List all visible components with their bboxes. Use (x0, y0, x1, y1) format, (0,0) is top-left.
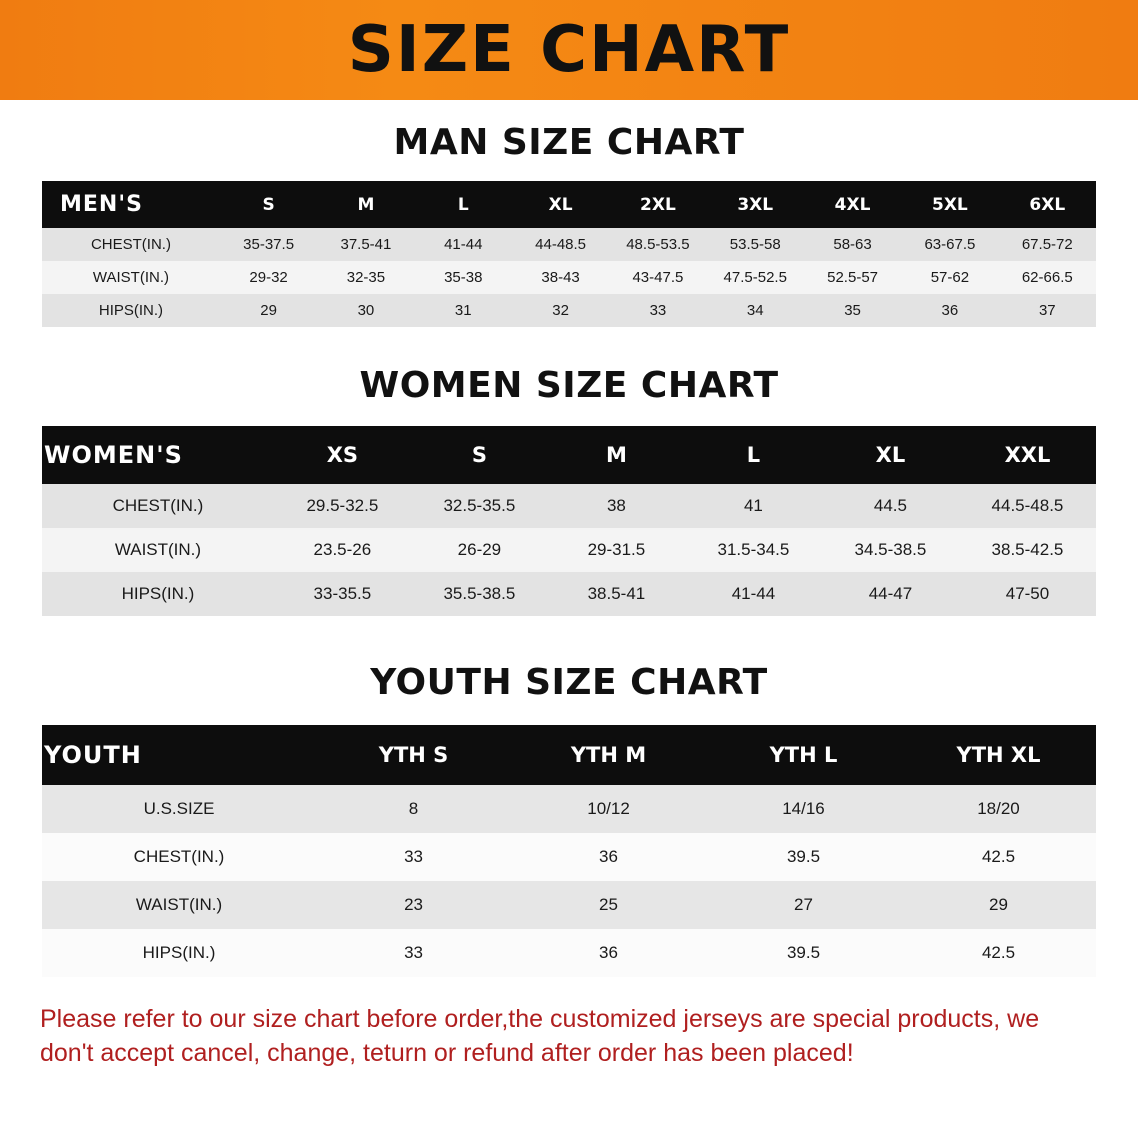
cell: 39.5 (706, 929, 901, 977)
men-row-label-hips: HIPS(IN.) (42, 294, 220, 327)
men-col-6xl: 6XL (999, 181, 1096, 228)
women-table-body (42, 484, 1096, 616)
cell: 18/20 (901, 785, 1096, 833)
table-header-row (42, 725, 1096, 785)
cell: 47.5-52.5 (707, 261, 804, 294)
cell: 10/12 (511, 785, 706, 833)
youth-table-wrap (0, 725, 1138, 977)
cell: 44-48.5 (512, 228, 609, 261)
cell: 63-67.5 (901, 228, 998, 261)
cell: 34.5-38.5 (822, 528, 959, 572)
cell: 36 (511, 833, 706, 881)
men-table-header (42, 181, 1096, 228)
cell: 42.5 (901, 833, 1096, 881)
cell: 14/16 (706, 785, 901, 833)
cell: 42.5 (901, 929, 1096, 977)
cell: 39.5 (706, 833, 901, 881)
women-row-label-hips: HIPS(IN.) (42, 572, 274, 616)
cell: 23 (316, 881, 511, 929)
youth-row-label-hips: HIPS(IN.) (42, 929, 316, 977)
banner-title: SIZE CHART (347, 13, 791, 87)
men-table-body (42, 228, 1096, 327)
women-col-s: S (411, 426, 548, 484)
youth-col-s: YTH S (316, 725, 511, 785)
table-row (42, 833, 1096, 881)
cell: 33 (316, 929, 511, 977)
cell: 44.5 (822, 484, 959, 528)
man-table-wrap (0, 181, 1138, 327)
women-col-xxl: XXL (959, 426, 1096, 484)
women-row-label-waist: WAIST(IN.) (42, 528, 274, 572)
youth-table-header (42, 725, 1096, 785)
cell: 38.5-42.5 (959, 528, 1096, 572)
cell: 38-43 (512, 261, 609, 294)
cell: 35 (804, 294, 901, 327)
table-row (42, 261, 1096, 294)
table-row (42, 881, 1096, 929)
cell: 41-44 (685, 572, 822, 616)
table-row (42, 572, 1096, 616)
banner (0, 0, 1138, 100)
cell: 35-38 (415, 261, 512, 294)
cell: 33 (316, 833, 511, 881)
women-col-xl: XL (822, 426, 959, 484)
youth-col-xl: YTH XL (901, 725, 1096, 785)
men-row-label-waist: WAIST(IN.) (42, 261, 220, 294)
cell: 57-62 (901, 261, 998, 294)
youth-row-label-ussize: U.S.SIZE (42, 785, 316, 833)
men-col-s: S (220, 181, 317, 228)
cell: 38 (548, 484, 685, 528)
table-row (42, 929, 1096, 977)
table-row (42, 528, 1096, 572)
cell: 41-44 (415, 228, 512, 261)
women-row-label-chest: CHEST(IN.) (42, 484, 274, 528)
cell: 44-47 (822, 572, 959, 616)
cell: 8 (316, 785, 511, 833)
cell: 27 (706, 881, 901, 929)
women-table-header (42, 426, 1096, 484)
men-col-xl: XL (512, 181, 609, 228)
table-header-row (42, 181, 1096, 228)
cell: 37.5-41 (317, 228, 414, 261)
cell: 32 (512, 294, 609, 327)
youth-size-table (42, 725, 1096, 977)
cell: 33-35.5 (274, 572, 411, 616)
cell: 52.5-57 (804, 261, 901, 294)
table-row (42, 294, 1096, 327)
youth-corner-label: YOUTH (42, 725, 316, 785)
cell: 34 (707, 294, 804, 327)
cell: 44.5-48.5 (959, 484, 1096, 528)
cell: 48.5-53.5 (609, 228, 706, 261)
cell: 29 (901, 881, 1096, 929)
youth-section-heading: YOUTH SIZE CHART (370, 662, 768, 703)
men-size-table (42, 181, 1096, 327)
cell: 32-35 (317, 261, 414, 294)
cell: 31.5-34.5 (685, 528, 822, 572)
women-col-m: M (548, 426, 685, 484)
cell: 43-47.5 (609, 261, 706, 294)
women-section-heading: WOMEN SIZE CHART (359, 365, 779, 406)
cell: 36 (901, 294, 998, 327)
cell: 33 (609, 294, 706, 327)
cell: 37 (999, 294, 1096, 327)
cell: 47-50 (959, 572, 1096, 616)
table-row (42, 228, 1096, 261)
cell: 29-32 (220, 261, 317, 294)
cell: 23.5-26 (274, 528, 411, 572)
cell: 67.5-72 (999, 228, 1096, 261)
cell: 35-37.5 (220, 228, 317, 261)
youth-col-l: YTH L (706, 725, 901, 785)
women-table-wrap (0, 426, 1138, 616)
women-size-table (42, 426, 1096, 616)
cell: 26-29 (411, 528, 548, 572)
cell: 32.5-35.5 (411, 484, 548, 528)
cell: 29.5-32.5 (274, 484, 411, 528)
youth-col-m: YTH M (511, 725, 706, 785)
youth-row-label-waist: WAIST(IN.) (42, 881, 316, 929)
table-row (42, 785, 1096, 833)
cell: 29-31.5 (548, 528, 685, 572)
cell: 30 (317, 294, 414, 327)
cell: 58-63 (804, 228, 901, 261)
table-header-row (42, 426, 1096, 484)
cell: 29 (220, 294, 317, 327)
cell: 38.5-41 (548, 572, 685, 616)
men-row-label-chest: CHEST(IN.) (42, 228, 220, 261)
cell: 36 (511, 929, 706, 977)
cell: 53.5-58 (707, 228, 804, 261)
men-col-2xl: 2XL (609, 181, 706, 228)
men-col-3xl: 3XL (707, 181, 804, 228)
women-col-xs: XS (274, 426, 411, 484)
cell: 41 (685, 484, 822, 528)
men-col-5xl: 5XL (901, 181, 998, 228)
cell: 25 (511, 881, 706, 929)
man-section-heading: MAN SIZE CHART (393, 122, 745, 163)
youth-row-label-chest: CHEST(IN.) (42, 833, 316, 881)
men-col-4xl: 4XL (804, 181, 901, 228)
policy-note: Please refer to our size chart before order,the customized jerseys are special products, we don't accept cancel, change, teturn or refund after order has been placed! (40, 1005, 1040, 1067)
men-col-l: L (415, 181, 512, 228)
cell: 35.5-38.5 (411, 572, 548, 616)
youth-table-body (42, 785, 1096, 977)
women-corner-label: WOMEN'S (42, 426, 274, 484)
cell: 62-66.5 (999, 261, 1096, 294)
women-col-l: L (685, 426, 822, 484)
cell: 31 (415, 294, 512, 327)
table-row (42, 484, 1096, 528)
men-col-m: M (317, 181, 414, 228)
men-corner-label: MEN'S (42, 181, 220, 228)
